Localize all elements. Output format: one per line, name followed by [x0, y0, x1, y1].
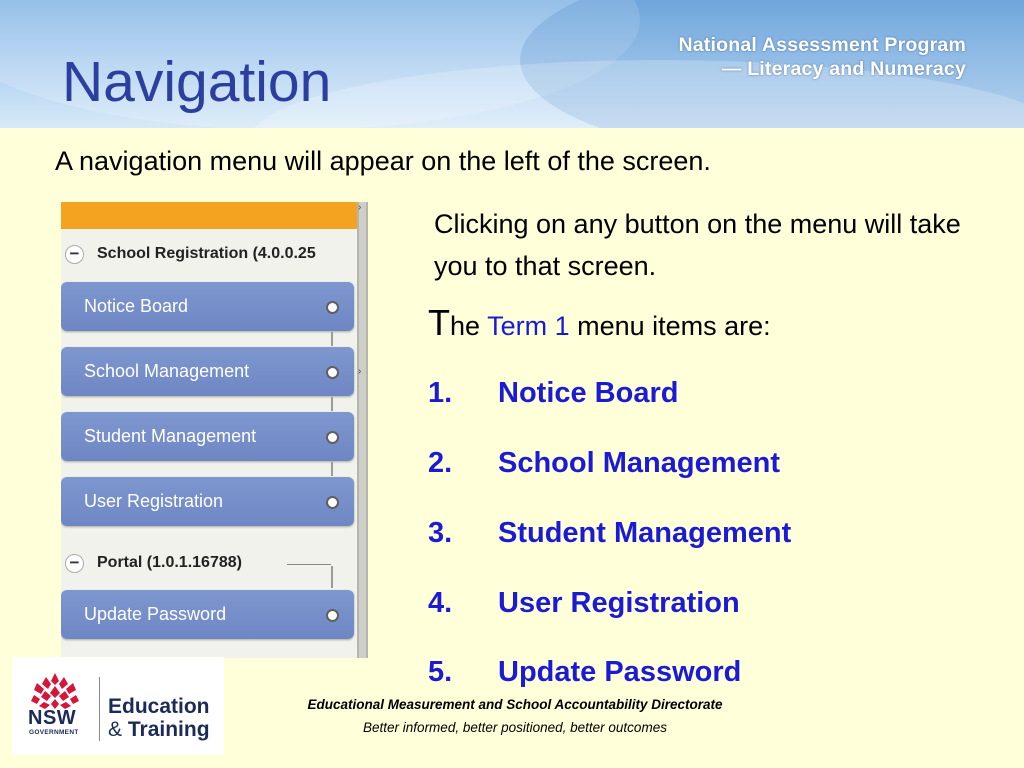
- connector-line: [331, 566, 333, 588]
- intro-text: A navigation menu will appear on the left of the screen.: [55, 146, 711, 176]
- program-title: [678, 33, 966, 81]
- radio-dot-icon: [326, 366, 339, 379]
- term-suffix: menu items are:: [577, 311, 771, 341]
- term-name: Term 1: [487, 311, 570, 341]
- list-item: [428, 517, 791, 550]
- list-label: Update Password: [498, 656, 742, 688]
- menu-button-label: Student Management: [84, 426, 257, 446]
- radio-dot-icon: [326, 496, 339, 509]
- connector-line: [331, 332, 333, 346]
- list-number: 5.: [428, 656, 453, 688]
- navigation-menu: [61, 202, 368, 658]
- program-line-2: — Literacy and Numeracy: [721, 58, 966, 80]
- slide-title: Navigation: [62, 50, 332, 114]
- list-item: [428, 377, 678, 410]
- list-number: 4.: [428, 587, 453, 619]
- logo-nsw-text: NSW: [28, 707, 77, 729]
- radio-dot-icon: [326, 609, 339, 622]
- menu-button-label: User Registration: [84, 491, 224, 511]
- menu-top-bar: [61, 202, 357, 229]
- instruction-text: Clicking on any button on the menu will take you to that screen.: [434, 209, 961, 281]
- list-item: [428, 656, 741, 689]
- menu-button-notice-board[interactable]: [61, 282, 354, 331]
- scroll-up-icon: ›: [358, 202, 362, 213]
- scroll-right-icon: ›: [358, 366, 362, 377]
- term-prefix: he: [450, 311, 481, 341]
- list-number: 2.: [428, 447, 453, 479]
- radio-dot-icon: [326, 431, 339, 444]
- term-initial: T: [428, 302, 450, 343]
- connector-line: [331, 397, 333, 411]
- logo-government-text: GOVERNMENT: [29, 729, 79, 736]
- menu-button-label: Update Password: [84, 604, 227, 624]
- program-line-1: National Assessment Program: [678, 34, 966, 56]
- logo-training-text: Training: [127, 718, 210, 741]
- connector-line: [287, 564, 331, 565]
- section-portal[interactable]: [61, 544, 357, 582]
- menu-button-school-management[interactable]: [61, 347, 354, 396]
- menu-button-label: Notice Board: [84, 296, 189, 316]
- radio-dot-icon: [326, 301, 339, 314]
- collapse-icon[interactable]: −: [65, 245, 84, 264]
- list-item: [428, 587, 740, 620]
- menu-button-student-management[interactable]: [61, 412, 354, 461]
- logo-education-text: Education: [108, 695, 210, 718]
- list-number: 1.: [428, 377, 453, 409]
- footer-directorate: Educational Measurement and School Accountability Directorate: [307, 697, 723, 712]
- section-label: Portal (1.0.1.16788): [97, 554, 242, 571]
- menu-button-update-password[interactable]: [61, 590, 354, 639]
- menu-button-label: School Management: [84, 361, 250, 381]
- list-label: Notice Board: [498, 377, 679, 409]
- section-school-registration[interactable]: [61, 235, 357, 273]
- footer-tagline: Better informed, better positioned, better outcomes: [363, 720, 667, 735]
- list-item: [428, 447, 780, 480]
- list-number: 3.: [428, 517, 453, 549]
- connector-line: [331, 462, 333, 476]
- term-heading: [428, 302, 771, 344]
- list-label: School Management: [498, 447, 780, 479]
- section-label: School Registration (4.0.0.25: [97, 245, 316, 262]
- logo-ampersand: &: [108, 718, 123, 741]
- list-label: User Registration: [498, 587, 740, 619]
- list-label: Student Management: [498, 517, 792, 549]
- collapse-icon[interactable]: −: [65, 554, 84, 573]
- menu-button-user-registration[interactable]: [61, 477, 354, 526]
- menu-scrollbar[interactable]: [357, 202, 368, 658]
